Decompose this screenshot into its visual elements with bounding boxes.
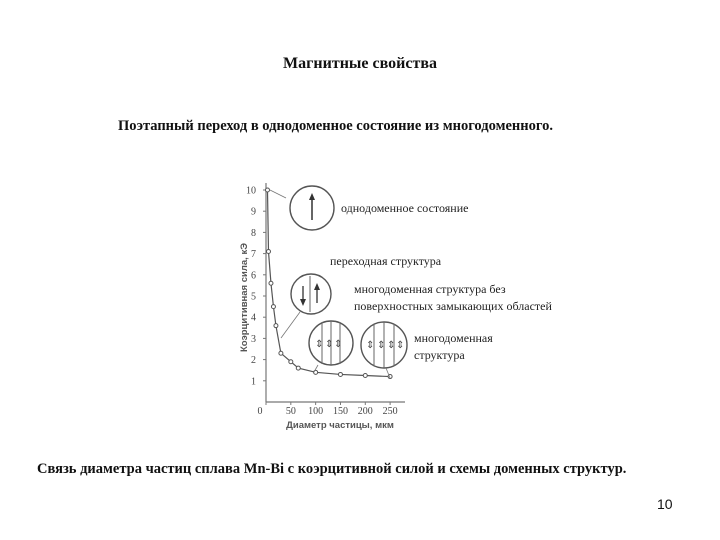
page-subtitle: Поэтапный переход в однодоменное состояние из многодоменного. — [118, 118, 553, 134]
multidomain-diagram — [361, 322, 407, 368]
page-number: 10 — [657, 496, 673, 512]
data-point — [269, 281, 273, 285]
x-tick-label: 50 — [285, 406, 296, 417]
y-tick-label: 3 — [251, 333, 256, 345]
y-tick-label: 6 — [251, 270, 256, 282]
annotation-multidomain-closure-line2: структура — [414, 348, 465, 362]
single-domain-diagram — [290, 186, 334, 230]
y-tick-label: 5 — [251, 291, 256, 303]
data-point — [338, 372, 342, 376]
page-title: Магнитные свойства — [283, 55, 437, 72]
y-tick-label: 8 — [251, 227, 256, 239]
y-tick-label: 2 — [251, 355, 256, 367]
data-point — [274, 324, 278, 328]
x-tick-label: 250 — [382, 406, 398, 417]
x-tick-label: 150 — [332, 406, 348, 417]
transitional-circle — [291, 274, 331, 314]
data-point — [289, 360, 293, 364]
domain-arrow-glyph: ⇕ — [366, 340, 375, 351]
data-point — [266, 249, 270, 253]
annotation-multidomain-line1: многодоменная структура без — [354, 282, 506, 296]
multidomain-no-closure-diagram — [309, 321, 353, 365]
x-tick-label: 100 — [308, 406, 324, 417]
y-tick-label: 1 — [251, 376, 256, 388]
x-axis-label: Диаметр частицы, мкм — [286, 420, 394, 431]
annotation-single-domain: однодоменное состояние — [341, 201, 469, 215]
transitional-diagram — [291, 274, 331, 314]
x-tick-label: 200 — [357, 406, 373, 417]
annotation-multidomain-closure-line1: многодоменная — [414, 331, 493, 345]
data-point — [363, 374, 367, 378]
figure-caption: Связь диаметра частиц сплава Mn-Bi с коэрцитивной силой и схемы доменных структур. — [37, 461, 627, 477]
y-tick-label: 4 — [251, 312, 256, 324]
leader-line — [270, 190, 286, 198]
annotation-multidomain-line2: поверхностных замыкающих областей — [354, 299, 552, 313]
x-tick-label: 0 — [257, 406, 263, 417]
data-point — [296, 366, 300, 370]
y-tick-label: 10 — [246, 185, 256, 197]
domain-arrow-glyph: ⇕ — [315, 339, 324, 350]
domain-arrow-glyph: ⇕ — [396, 340, 405, 351]
domain-arrow-glyph: ⇕ — [325, 339, 334, 350]
data-point — [271, 305, 275, 309]
y-tick-label: 7 — [251, 249, 256, 261]
leader-line — [281, 312, 300, 338]
y-axis-label: Коэрцитивная сила, кЭ — [239, 243, 250, 352]
domain-arrow-glyph: ⇕ — [334, 339, 343, 350]
domain-arrow-glyph: ⇕ — [387, 340, 396, 351]
domain-arrow-glyph: ⇕ — [377, 340, 386, 351]
annotation-transitional: переходная структура — [330, 254, 442, 268]
data-point — [265, 188, 269, 192]
y-tick-label: 9 — [251, 206, 256, 218]
data-point — [279, 351, 283, 355]
